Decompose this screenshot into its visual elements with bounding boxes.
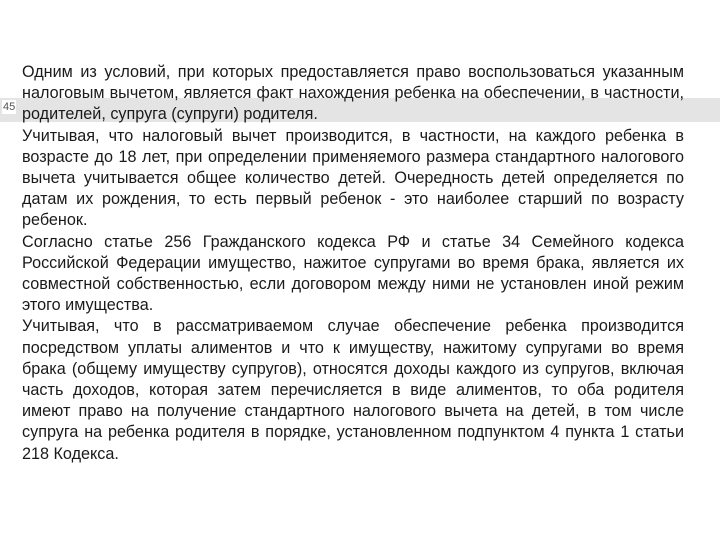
paragraph-1: Одним из условий, при которых предоставляется право воспользоваться указанным налоговым вычетом, является факт нахождения ребенка на обеспечении, в частности, родителей, супруга (супруги) родителя. [22, 63, 684, 124]
paragraph-3: Согласно статье 256 Гражданского кодекса РФ и статье 34 Семейного кодекса Российской Федерации имущество, нажитое супругами во время брака, является их совместной собственностью, если договором между ними не установлен иной режим этого имущества. [22, 232, 684, 315]
slide-body [22, 62, 684, 465]
paragraph-4: Учитывая, что в рассматриваемом случае обеспечение ребенка производится посредством уплаты алиментов и что к имуществу, нажитому супругами во время брака (общему имуществу супругов), относятся доходы каждого из супругов, включая часть доходов, которая затем перечисляется в виде алиментов, то оба родителя имеют право на получение стандартного налогового вычета на детей, в том числе супруга на ребенка родителя в порядке, установленном подпунктом 4 пункта 1 статьи 218 Кодекса. [22, 317, 684, 463]
paragraph-2: Учитывая, что налоговый вычет производится, в частности, на каждого ребенка в возрасте до 18 лет, при определении применяемого размера стандартного налогового вычета учитывается общее количество детей. Очередность детей определяется по датам их рождения, то есть первый ребенок - это наиболее старший по возрасту ребенок. [22, 126, 684, 230]
slide-number: 45 [3, 101, 16, 113]
